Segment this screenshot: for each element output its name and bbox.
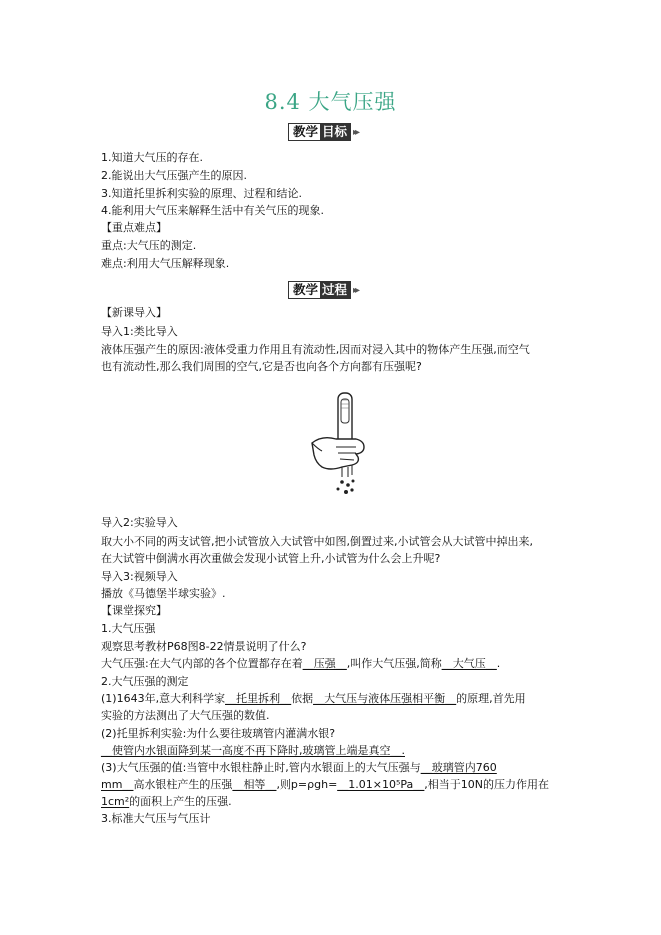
- fill-blank: __大气压与液体压强相平衡__: [313, 692, 457, 705]
- section2-para3-cont: [101, 778, 549, 792]
- fill-blank: 1cm²: [101, 795, 130, 808]
- section2-title: 2.大气压强的测定: [101, 675, 189, 688]
- section1-question: 观察思考教材P68图8-22情景说明了什么?: [101, 640, 307, 653]
- fill-blank: __相等__: [232, 778, 277, 791]
- section2-para1: [101, 692, 526, 706]
- para-text: ,相当于10N的压力作用在: [424, 778, 550, 791]
- intro1-title: 导入1:类比导入: [101, 325, 178, 338]
- fill-blank: __玻璃管内760: [420, 761, 497, 774]
- explore-header: 【课堂探究】: [101, 604, 167, 617]
- test-tube-figure: [308, 391, 370, 499]
- fill-blank: __压强__: [302, 657, 347, 670]
- section2-para1-cont: 实验的方法测出了大气压强的数值.: [101, 709, 270, 722]
- fill-blank: __托里拆利__: [225, 692, 292, 705]
- double-arrow-icon: ▸▸: [353, 284, 358, 296]
- fill-blank: __大气压__: [441, 657, 497, 670]
- section2-para2-answer: __使管内水银面降到某一高度不再下降时,玻璃管上端是真空__.: [101, 744, 405, 757]
- key-points-header: 【重点难点】: [101, 221, 167, 234]
- intro3-title: 导入3:视频导入: [101, 570, 178, 583]
- answer-text: ,叫作大气压强,简称: [346, 657, 442, 670]
- badge-label-part1: 教学: [288, 123, 320, 141]
- intro1-text: 也有流动性,那么我们周围的空气,它是否也向各个方向都有压强呢?: [101, 360, 422, 373]
- fill-blank: __1.01×10⁵Pa__: [337, 778, 425, 791]
- teaching-goals-badge: [288, 122, 357, 142]
- para-text: 高水银柱产生的压强: [133, 778, 233, 791]
- answer-text: 大气压强:在大气内部的各个位置都存在着: [101, 657, 303, 670]
- goal-item: 1.知道大气压的存在.: [101, 151, 203, 164]
- difficult-point: 难点:利用大气压解释现象.: [101, 257, 230, 270]
- section1-title: 1.大气压强: [101, 622, 156, 635]
- badge-label-part2: 过程: [320, 281, 351, 299]
- para-text: 的原理,首先用: [456, 692, 526, 705]
- intro3-text: 播放《马德堡半球实验》.: [101, 587, 226, 600]
- page-title: 8.4 大气压强: [264, 90, 397, 114]
- double-arrow-icon: ▸▸: [353, 126, 358, 138]
- goal-item: 4.能利用大气压来解释生活中有关气压的现象.: [101, 204, 324, 217]
- fill-blank: mm__: [101, 778, 134, 791]
- section2-para3-cont2: [101, 795, 232, 809]
- para-text: (3)大气压强的值:当管中水银柱静止时,管内水银面上的大气压强与: [101, 761, 421, 774]
- section3-title: 3.标准大气压与气压计: [101, 812, 211, 825]
- para-text: 依据: [291, 692, 314, 705]
- intro2-text: 在大试管中倒满水再次重做会发现小试管上升,小试管为什么会上升呢?: [101, 552, 441, 565]
- goal-item: 2.能说出大气压强产生的原因.: [101, 169, 247, 182]
- key-point: 重点:大气压的测定.: [101, 239, 197, 252]
- para-text: 的面积上产生的压强.: [129, 795, 232, 808]
- badge-label-part2: 目标: [320, 123, 351, 141]
- badge-label-part1: 教学: [288, 281, 320, 299]
- intro2-title: 导入2:实验导入: [101, 516, 178, 529]
- section2-para2: (2)托里拆利实验:为什么要往玻璃管内灌满水银?: [101, 727, 336, 740]
- section1-answer: [101, 657, 500, 671]
- para-text: ,则p=ρgh=: [276, 778, 338, 791]
- goal-item: 3.知道托里拆利实验的原理、过程和结论.: [101, 187, 302, 200]
- answer-text: .: [496, 657, 501, 670]
- para-text: (1)1643年,意大利科学家: [101, 692, 226, 705]
- section2-para3: [101, 761, 497, 775]
- intro2-text: 取大小不同的两支试管,把小试管放入大试管中如图,倒置过来,小试管会从大试管中掉出来,: [101, 535, 533, 548]
- teaching-process-badge: [288, 280, 357, 300]
- new-lesson-header: 【新课导入】: [101, 306, 167, 319]
- intro1-text: 液体压强产生的原因:液体受重力作用且有流动性,因而对浸入其中的物体产生压强,而空气: [101, 343, 530, 356]
